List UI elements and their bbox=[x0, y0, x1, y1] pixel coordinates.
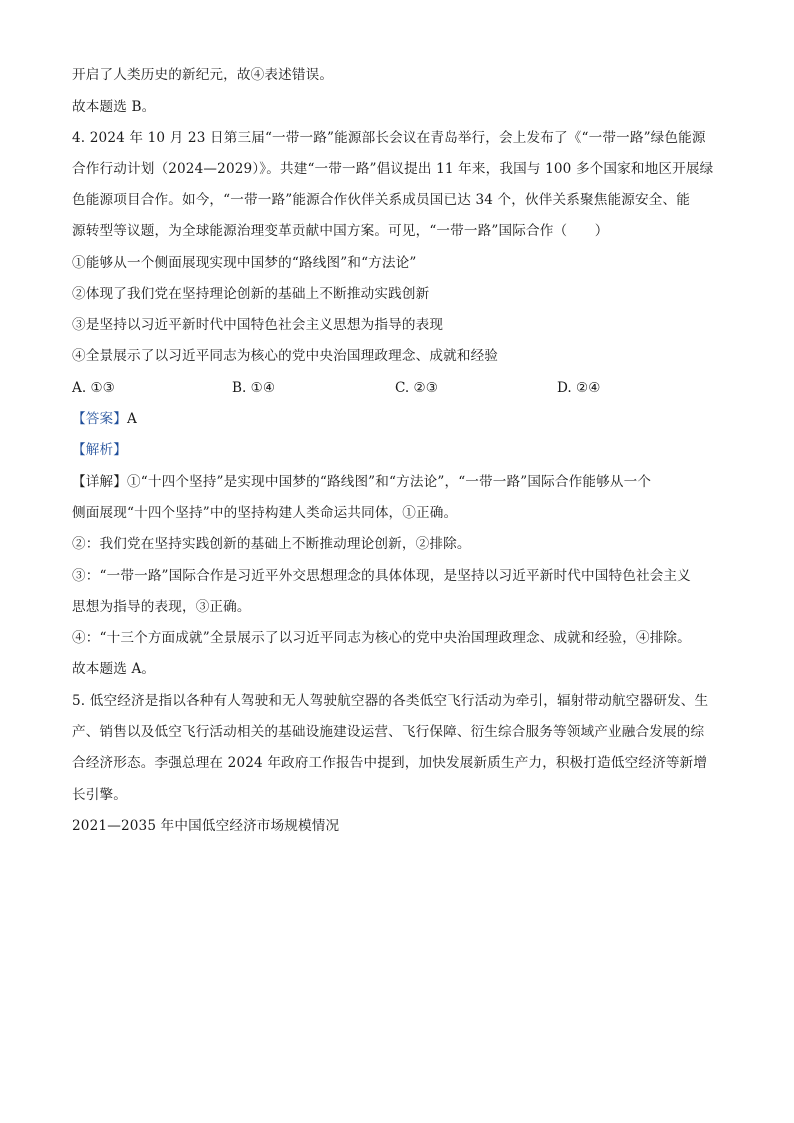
q5-stem-line-3: 合经济形态。李强总理在 2024 年政府工作报告中提到，加快发展新质生产力，积极打造低空经济等新增 bbox=[72, 755, 708, 771]
q4-stem-line-3: 色能源项目合作。如今，“一带一路”能源合作伙伴关系成员国已达 34 个，伙伴关系聚焦能源安全、能 bbox=[72, 192, 690, 208]
q4-option-a: A. ①③ bbox=[72, 380, 115, 396]
q4-statement-1: ①能够从一个侧面展现实现中国梦的“路线图”和“方法论” bbox=[72, 255, 417, 271]
q4-detail-line-6: ④：“十三个方面成就”全景展示了以习近平同志为核心的党中央治国理政理念、成就和经验，④排除。 bbox=[72, 630, 691, 646]
q4-detail-line-4: ③：“一带一路”国际合作是习近平外交思想理念的具体体现，是坚持以习近平新时代中国特色社会主义 bbox=[72, 568, 691, 584]
q5-stem-line-4: 长引擎。 bbox=[72, 787, 127, 803]
detail-tag: 【详解】 bbox=[72, 474, 127, 490]
q5-stem-line-1: 5. 低空经济是指以各种有人驾驶和无人驾驶航空器的各类低空飞行活动为牵引，辐射带动航空器研发、生 bbox=[72, 693, 709, 709]
q4-stem-line-1: 4. 2024 年 10 月 23 日第三届“一带一路”能源部长会议在青岛举行，会上发布了《“一带一路”绿色能源 bbox=[72, 130, 706, 146]
answer-value: A bbox=[126, 411, 137, 427]
q4-stem-line-2: 合作行动计划（2024—2029）》。共建“一带一路”倡议提出 11 年来，我国与 100 多个国家和地区开展绿 bbox=[72, 161, 714, 177]
q4-detail-line-1 bbox=[72, 473, 651, 491]
q4-detail-line-2: 侧面展现“十四个坚持”中的坚持构建人类命运共同体，①正确。 bbox=[72, 505, 458, 521]
q4-answer-line bbox=[72, 410, 137, 428]
analysis-tag: 【解析】 bbox=[72, 442, 127, 458]
q4-detail-line-3: ②：我们党在坚持实践创新的基础上不断推动理论创新，②排除。 bbox=[72, 536, 471, 552]
q4-detail-line-5: 思想为指导的表现，③正确。 bbox=[72, 599, 251, 615]
detail-text: ①“十四个坚持”是实现中国梦的“路线图”和“方法论”，“一带一路”国际合作能够从一个 bbox=[126, 474, 652, 490]
previous-explanation-line: 开启了人类历史的新纪元，故④表述错误。 bbox=[72, 67, 334, 83]
q5-figure-title: 2021—2035 年中国低空经济市场规模情况 bbox=[72, 818, 340, 834]
q4-statement-4: ④全景展示了以习近平同志为核心的党中央治国理政理念、成就和经验 bbox=[72, 348, 499, 364]
q4-option-d: D. ②④ bbox=[557, 380, 601, 396]
q4-detail-conclusion: 故本题选 A。 bbox=[72, 661, 156, 677]
q4-statement-2: ②体现了我们党在坚持理论创新的基础上不断推动实践创新 bbox=[72, 286, 430, 302]
q4-analysis-line bbox=[72, 441, 127, 459]
q4-option-c: C. ②③ bbox=[395, 380, 438, 396]
q5-stem-line-2: 产、销售以及低空飞行活动相关的基础设施建设运营、飞行保障、衍生综合服务等领域产业融合发展的综 bbox=[72, 724, 705, 740]
q4-stem-line-4: 源转型等议题，为全球能源治理变革贡献中国方案。可见，“一带一路”国际合作（ ） bbox=[72, 223, 609, 239]
answer-tag: 【答案】 bbox=[72, 411, 127, 427]
q4-option-b: B. ①④ bbox=[232, 380, 276, 396]
q4-statement-3: ③是坚持以习近平新时代中国特色社会主义思想为指导的表现 bbox=[72, 317, 444, 333]
previous-conclusion-line: 故本题选 B。 bbox=[72, 99, 156, 115]
